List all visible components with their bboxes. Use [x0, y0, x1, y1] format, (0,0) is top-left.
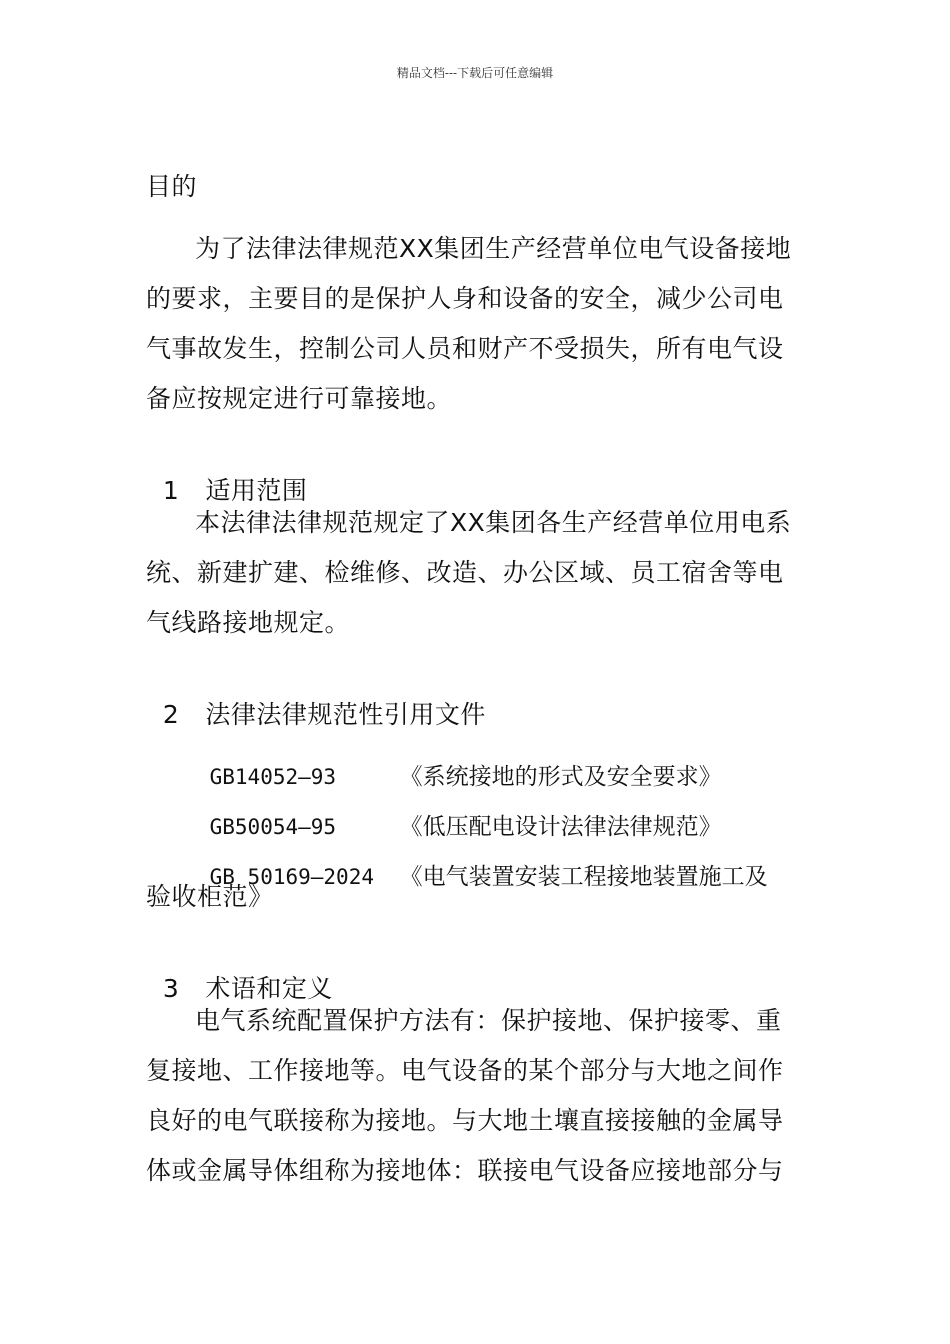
section-2-heading [146, 670, 486, 730]
definition-line-2: 复接地、工作接地等。电气设备的某个部分与大地之间作 [146, 1056, 784, 1085]
purpose-line-1: 为了法律法律规范XX集团生产经营单位电气设备接地 [195, 234, 792, 263]
page-header: 精品文档---下载后可任意编辑 [396, 66, 554, 80]
section-3-heading [146, 944, 333, 1004]
reference-name: 《电气装置安装工程接地装置施工及 [399, 864, 768, 890]
purpose-line-3: 气事故发生，控制公司人员和财产不受损失，所有电气设 [146, 334, 784, 363]
reference-code: GB 50169—2024 [209, 865, 374, 889]
section-2-title: 法律法律规范性引用文件 [205, 700, 486, 729]
heading-purpose: 目的 [146, 172, 198, 201]
purpose-line-4: 备应按规定进行可靠接地。 [146, 384, 453, 413]
definition-line-1: 电气系统配置保护方法有：保护接地、保护接零、重 [195, 1006, 782, 1035]
reference-code: GB50054—95 [209, 815, 337, 839]
section-3-number: 3 [162, 974, 180, 1003]
reference-item [195, 832, 768, 892]
reference-code: GB14052—93 [209, 765, 337, 789]
section-2-number: 2 [162, 700, 180, 729]
reference-name: 《低压配电设计法律法律规范》 [399, 814, 722, 840]
section-1-title: 适用范围 [205, 476, 308, 505]
scope-line-1: 本法律法律规范规定了XX集团各生产经营单位用电系 [195, 508, 792, 537]
definition-line-4: 体或金属导体组称为接地体：联接电气设备应接地部分与 [146, 1156, 784, 1185]
scope-line-3: 气线路接地规定。 [146, 608, 351, 637]
purpose-line-2: 的要求，主要目的是保护人身和设备的安全，减少公司电 [146, 284, 784, 313]
section-1-number: 1 [162, 476, 180, 505]
scope-line-2: 统、新建扩建、检维修、改造、办公区域、员工宿舍等电 [146, 558, 784, 587]
section-1-heading [146, 446, 307, 506]
reference-continuation: 验收柜范》 [146, 882, 274, 911]
section-3-title: 术语和定义 [205, 974, 333, 1003]
definition-line-3: 良好的电气联接称为接地。与大地土壤直接接触的金属导 [146, 1106, 784, 1135]
reference-name: 《系统接地的形式及安全要求》 [399, 764, 722, 790]
